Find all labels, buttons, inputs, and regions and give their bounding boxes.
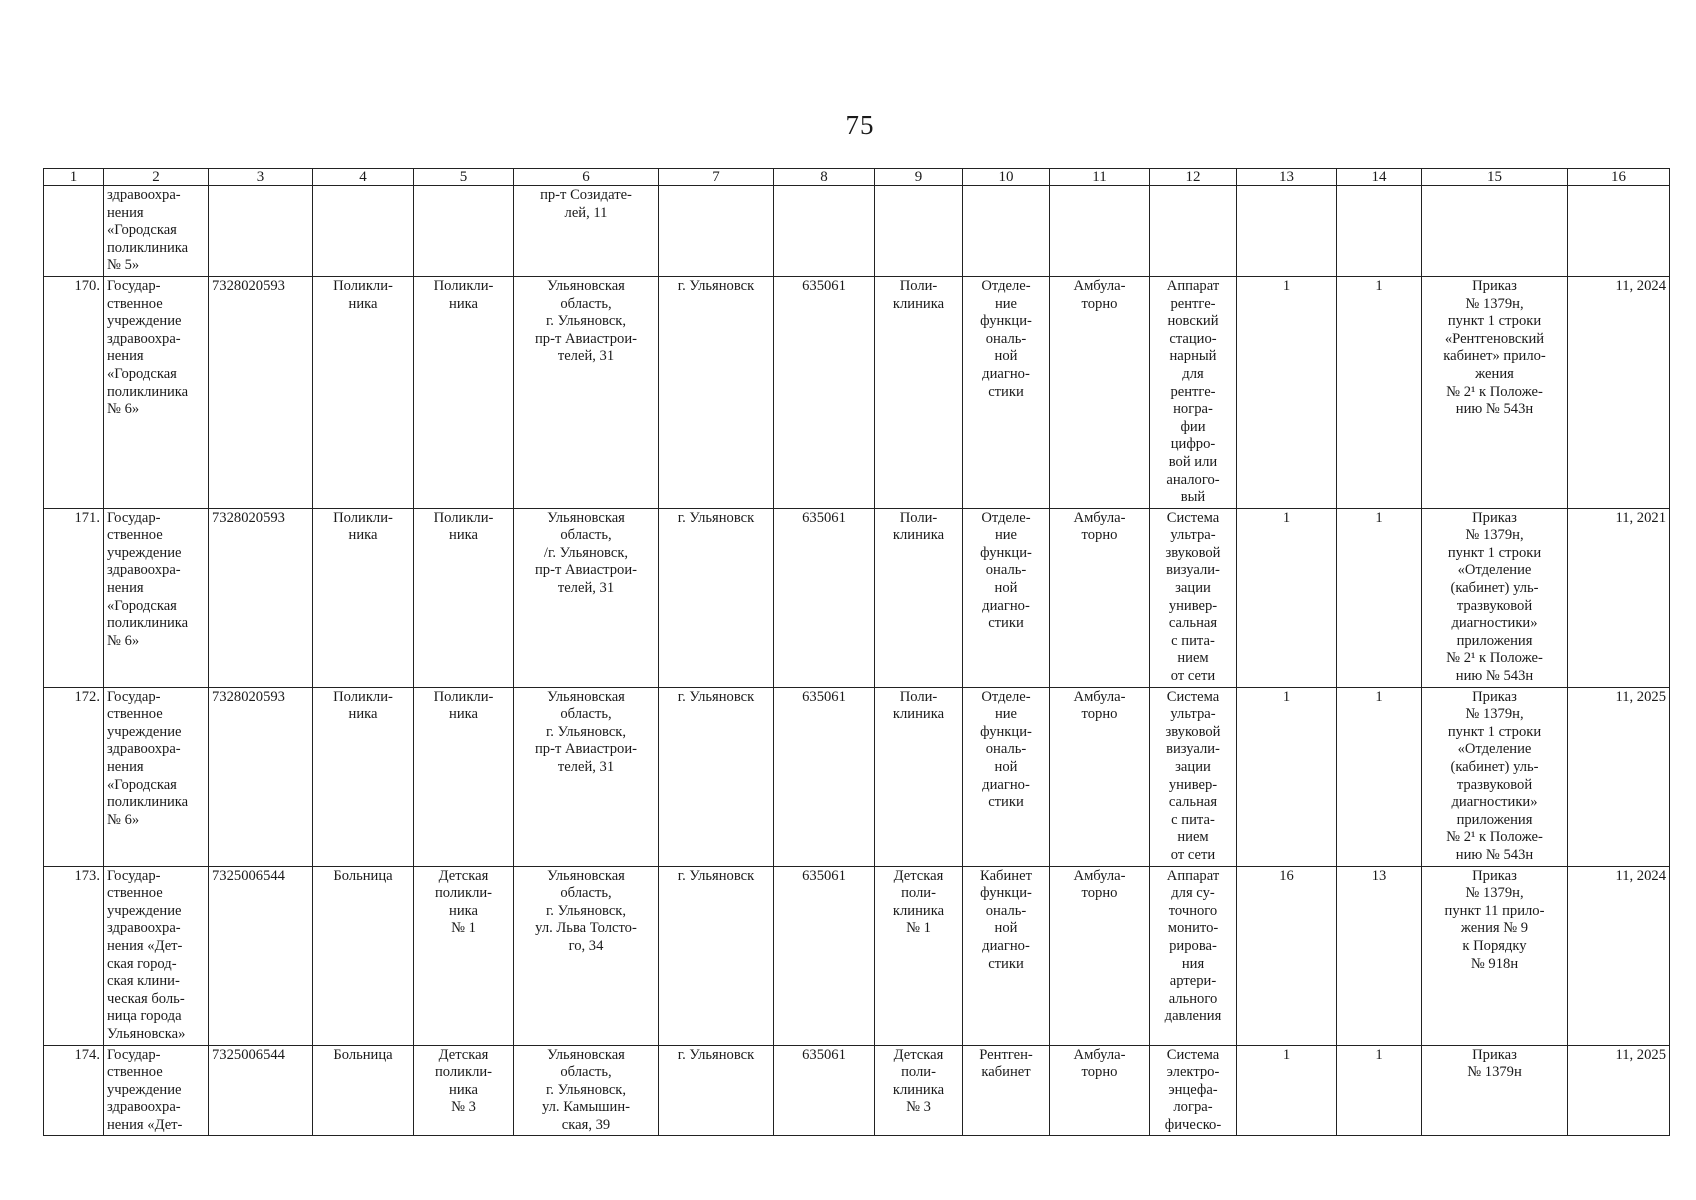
- quantity-needed-cell: 1: [1337, 276, 1422, 508]
- department-cell: Кабинет функци- ональ- ной диагно- стики: [963, 866, 1050, 1045]
- address-cell: Ульяновская область, г. Ульяновск, ул. Камышин- ская, 39: [514, 1045, 659, 1136]
- building-cell: Поли- клиника: [875, 687, 963, 866]
- city-cell: г. Ульяновск: [659, 687, 774, 866]
- unit-cell: Детская поликли- ника № 3: [414, 1045, 514, 1136]
- postal-code-cell: 635061: [774, 687, 875, 866]
- column-header: 14: [1337, 169, 1422, 186]
- building-cell: Детская поли- клиника № 1: [875, 866, 963, 1045]
- organization-cell: Государ- ственное учреждение здравоохра- нения «Городская поликлиника № 6»: [104, 276, 209, 508]
- inn-cell: 7328020593: [209, 508, 313, 687]
- equipment-cell: Система ультра- звуковой визуали- зации универ- сальная с пита- нием от сети: [1150, 687, 1237, 866]
- facility-type-cell: Поликли- ника: [313, 687, 414, 866]
- column-header: 5: [414, 169, 514, 186]
- organization-cell: здравоохра- нения «Городская поликлиника № 5»: [104, 186, 209, 277]
- care-mode-cell: Амбула- торно: [1050, 508, 1150, 687]
- inn-cell: 7328020593: [209, 276, 313, 508]
- address-cell: Ульяновская область, г. Ульяновск, пр-т Авиастрои- телей, 31: [514, 276, 659, 508]
- column-header: 6: [514, 169, 659, 186]
- registry-table: [43, 168, 1670, 1136]
- table-row: [44, 866, 1670, 1045]
- quantity-total-cell: 1: [1237, 687, 1337, 866]
- column-header: 16: [1568, 169, 1670, 186]
- quantity-total-cell: 1: [1237, 1045, 1337, 1136]
- facility-type-cell: Поликли- ника: [313, 276, 414, 508]
- building-cell: Поли- клиника: [875, 276, 963, 508]
- building-cell: Детская поли- клиника № 3: [875, 1045, 963, 1136]
- inn-cell: 7325006544: [209, 866, 313, 1045]
- department-cell: Рентген- кабинет: [963, 1045, 1050, 1136]
- department-cell: [963, 186, 1050, 277]
- row-number-cell: 170.: [44, 276, 104, 508]
- equipment-cell: Аппарат рентге- новский стацио- нарный для рентге- ногра- фии цифро- вой или аналого- вый: [1150, 276, 1237, 508]
- row-number-cell: 171.: [44, 508, 104, 687]
- code-year-cell: 11, 2021: [1568, 508, 1670, 687]
- quantity-total-cell: [1237, 186, 1337, 277]
- column-header: 2: [104, 169, 209, 186]
- column-header: 15: [1422, 169, 1568, 186]
- legal-basis-cell: [1422, 186, 1568, 277]
- table-row: [44, 276, 1670, 508]
- code-year-cell: 11, 2024: [1568, 866, 1670, 1045]
- care-mode-cell: [1050, 186, 1150, 277]
- quantity-total-cell: 16: [1237, 866, 1337, 1045]
- unit-cell: Поликли- ника: [414, 687, 514, 866]
- legal-basis-cell: Приказ № 1379н, пункт 1 строки «Отделение (кабинет) уль- тразвуковой диагностики» приложения № 2¹ к Положе- нию № 543н: [1422, 508, 1568, 687]
- facility-type-cell: Больница: [313, 866, 414, 1045]
- code-year-cell: 11, 2025: [1568, 1045, 1670, 1136]
- quantity-needed-cell: 1: [1337, 687, 1422, 866]
- quantity-total-cell: 1: [1237, 508, 1337, 687]
- quantity-needed-cell: 1: [1337, 508, 1422, 687]
- equipment-cell: [1150, 186, 1237, 277]
- column-header: 13: [1237, 169, 1337, 186]
- city-cell: г. Ульяновск: [659, 1045, 774, 1136]
- city-cell: г. Ульяновск: [659, 508, 774, 687]
- column-header: 4: [313, 169, 414, 186]
- column-header: 11: [1050, 169, 1150, 186]
- inn-cell: 7325006544: [209, 1045, 313, 1136]
- code-year-cell: 11, 2024: [1568, 276, 1670, 508]
- table-row: [44, 186, 1670, 277]
- row-number-cell: 173.: [44, 866, 104, 1045]
- postal-code-cell: 635061: [774, 508, 875, 687]
- table-row: [44, 1045, 1670, 1136]
- inn-cell: 7328020593: [209, 687, 313, 866]
- legal-basis-cell: Приказ № 1379н, пункт 11 прило- жения № 9 к Порядку № 918н: [1422, 866, 1568, 1045]
- quantity-needed-cell: [1337, 186, 1422, 277]
- organization-cell: Государ- ственное учреждение здравоохра- нения «Городская поликлиника № 6»: [104, 687, 209, 866]
- address-cell: Ульяновская область, /г. Ульяновск, пр-т Авиастрои- телей, 31: [514, 508, 659, 687]
- facility-type-cell: Поликли- ника: [313, 508, 414, 687]
- quantity-needed-cell: 13: [1337, 866, 1422, 1045]
- city-cell: г. Ульяновск: [659, 866, 774, 1045]
- address-cell: пр-т Созидате- лей, 11: [514, 186, 659, 277]
- quantity-needed-cell: 1: [1337, 1045, 1422, 1136]
- postal-code-cell: 635061: [774, 866, 875, 1045]
- care-mode-cell: Амбула- торно: [1050, 276, 1150, 508]
- code-year-cell: [1568, 186, 1670, 277]
- column-header: 9: [875, 169, 963, 186]
- page-number: 75: [845, 110, 875, 140]
- organization-cell: Государ- ственное учреждение здравоохра- нения «Дет-: [104, 1045, 209, 1136]
- postal-code-cell: 635061: [774, 276, 875, 508]
- column-header: 8: [774, 169, 875, 186]
- postal-code-cell: 635061: [774, 1045, 875, 1136]
- city-cell: [659, 186, 774, 277]
- quantity-total-cell: 1: [1237, 276, 1337, 508]
- organization-cell: Государ- ственное учреждение здравоохра- нения «Дет- ская город- ская клини- ческая боль- ница города Ульяновска»: [104, 866, 209, 1045]
- equipment-cell: Система электро- энцефа- логра- фическо-: [1150, 1045, 1237, 1136]
- unit-cell: Поликли- ника: [414, 508, 514, 687]
- legal-basis-cell: Приказ № 1379н, пункт 1 строки «Рентгеновский кабинет» прило- жения № 2¹ к Положе- нию № 543н: [1422, 276, 1568, 508]
- column-header: 10: [963, 169, 1050, 186]
- facility-type-cell: Больница: [313, 1045, 414, 1136]
- address-cell: Ульяновская область, г. Ульяновск, ул. Льва Толсто- го, 34: [514, 866, 659, 1045]
- table-row: [44, 687, 1670, 866]
- column-header: 3: [209, 169, 313, 186]
- inn-cell: [209, 186, 313, 277]
- legal-basis-cell: Приказ № 1379н, пункт 1 строки «Отделение (кабинет) уль- тразвуковой диагностики» приложения № 2¹ к Положе- нию № 543н: [1422, 687, 1568, 866]
- city-cell: г. Ульяновск: [659, 276, 774, 508]
- table-row: [44, 508, 1670, 687]
- column-number-row: [44, 169, 1670, 186]
- facility-type-cell: [313, 186, 414, 277]
- postal-code-cell: [774, 186, 875, 277]
- equipment-cell: Аппарат для су- точного монито- рирова- ния артери- ального давления: [1150, 866, 1237, 1045]
- organization-cell: Государ- ственное учреждение здравоохра- нения «Городская поликлиника № 6»: [104, 508, 209, 687]
- legal-basis-cell: Приказ № 1379н: [1422, 1045, 1568, 1136]
- department-cell: Отделе- ние функци- ональ- ной диагно- стики: [963, 687, 1050, 866]
- care-mode-cell: Амбула- торно: [1050, 1045, 1150, 1136]
- unit-cell: Детская поликли- ника № 1: [414, 866, 514, 1045]
- care-mode-cell: Амбула- торно: [1050, 687, 1150, 866]
- row-number-cell: 174.: [44, 1045, 104, 1136]
- column-header: 1: [44, 169, 104, 186]
- row-number-cell: [44, 186, 104, 277]
- address-cell: Ульяновская область, г. Ульяновск, пр-т Авиастрои- телей, 31: [514, 687, 659, 866]
- column-header: 7: [659, 169, 774, 186]
- building-cell: Поли- клиника: [875, 508, 963, 687]
- code-year-cell: 11, 2025: [1568, 687, 1670, 866]
- column-header: 12: [1150, 169, 1237, 186]
- department-cell: Отделе- ние функци- ональ- ной диагно- стики: [963, 508, 1050, 687]
- equipment-cell: Система ультра- звуковой визуали- зации универ- сальная с пита- нием от сети: [1150, 508, 1237, 687]
- row-number-cell: 172.: [44, 687, 104, 866]
- unit-cell: [414, 186, 514, 277]
- care-mode-cell: Амбула- торно: [1050, 866, 1150, 1045]
- department-cell: Отделе- ние функци- ональ- ной диагно- стики: [963, 276, 1050, 508]
- unit-cell: Поликли- ника: [414, 276, 514, 508]
- building-cell: [875, 186, 963, 277]
